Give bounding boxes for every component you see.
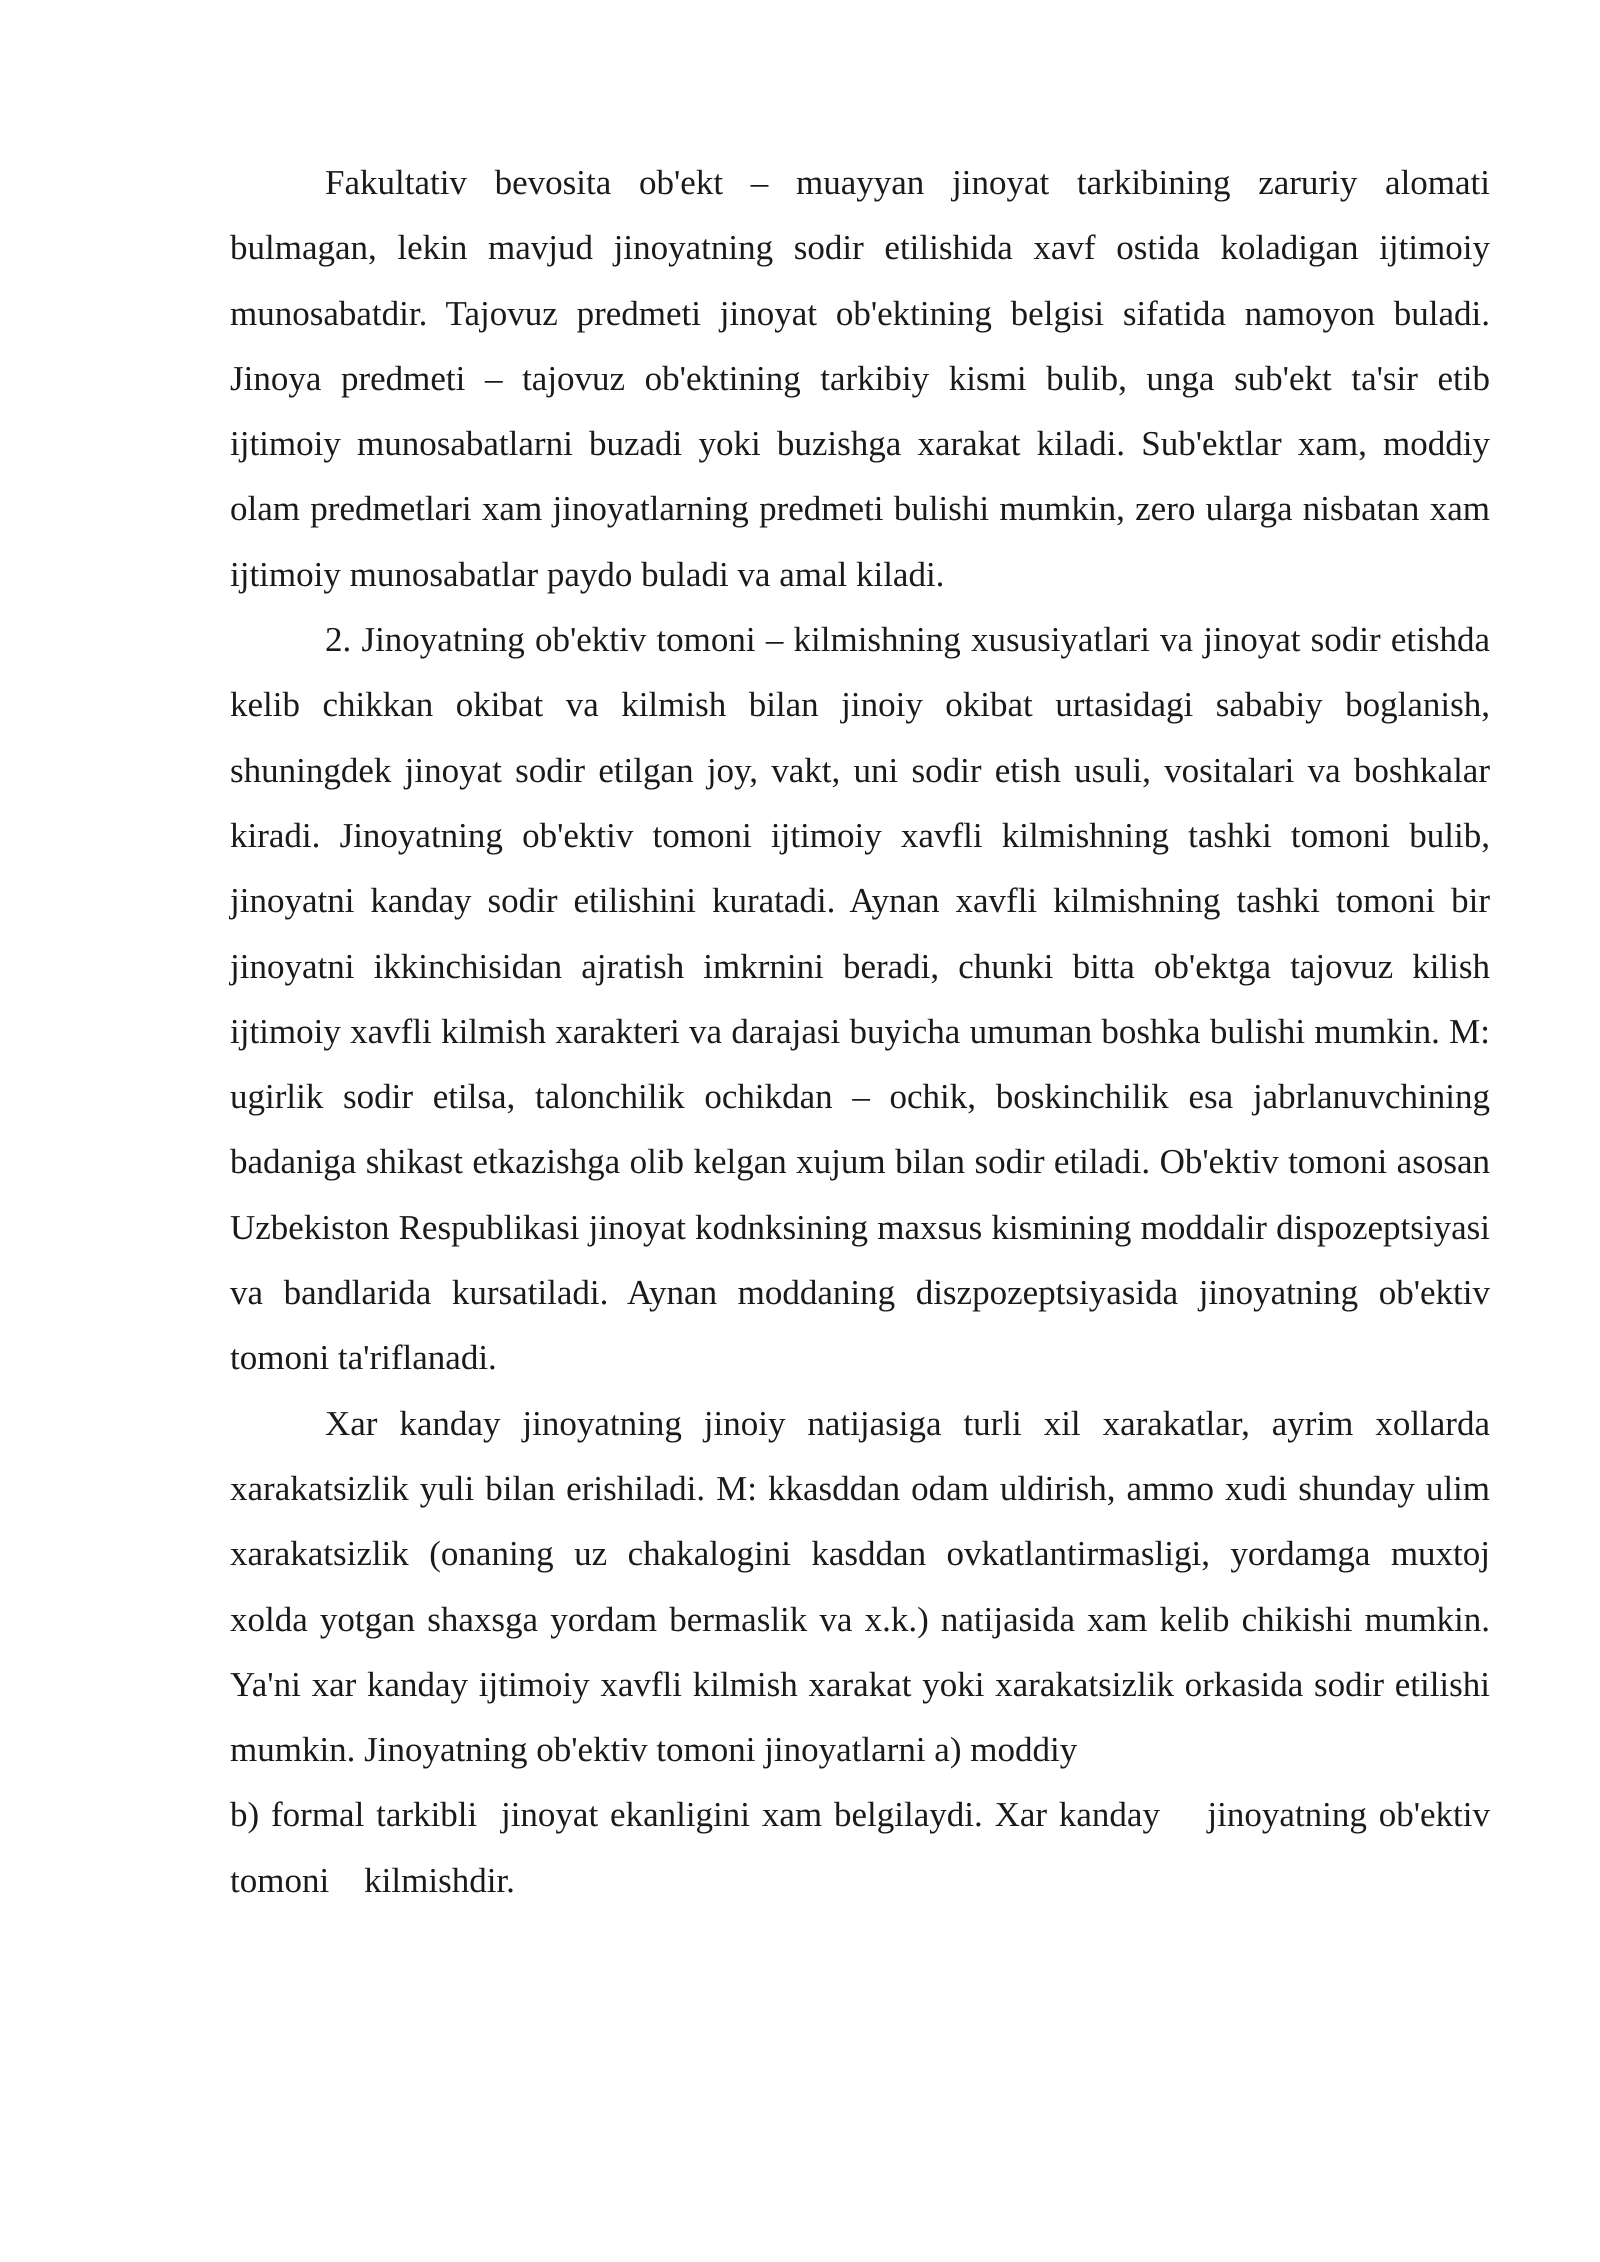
paragraph-facultative-object: Fakultativ bevosita ob'ekt – muayyan jinoyat tarkibining zaruriy alomati bulmagan, lekin mavjud jinoyatning sodir etilishida xavf ostida koladigan ijtimoiy munosabatdir. Tajovuz predmeti jinoyat ob'ektining belgisi sifatida namoyon buladi. Jinoya predmeti – tajovuz ob'ektining tarkibiy kismi bulib, unga sub'ekt ta'sir etib ijtimoiy munosabatlarni buzadi yoki buzishga xarakat kiladi. Sub'ektlar xam, moddiy olam predmetlari xam jinoyatlarning predmeti bulishi mumkin, zero ularga nisbatan xam ijtimoiy munosabatlar paydo buladi va amal kiladi. bbox=[230, 163, 1490, 594]
paragraph-formal-composition: b) formal tarkibli jinoyat ekanligini xam belgilaydi. Xar kanday jinoyatning ob'ektiv tomoni kilmishdir. bbox=[230, 1795, 1525, 1900]
paragraph-action-inaction: Xar kanday jinoyatning jinoiy natijasiga turli xil xarakatlar, ayrim xollarda xarakatsizlik yuli bilan erishiladi. M: kkasddan odam uldirish, ammo xudi shunday ulim xarakatsizlik (onaning uz chakalogini kasddan ovkatlantirmasligi, yordamga muxtoj xolda yotgan shaxsga yordam bermaslik va x.k.) natijasida xam kelib chikishi mumkin. Ya'ni xar kanday ijtimoiy xavfli kilmish xarakat yoki xarakatsizlik orkasida sodir etilishi mumkin. Jinoyatning ob'ektiv tomoni jinoyatlarni a) moddiy bbox=[230, 1403, 1490, 1770]
document-body bbox=[230, 150, 1525, 1913]
paragraph-objective-side: 2. Jinoyatning ob'ektiv tomoni – kilmishning xususiyatlari va jinoyat sodir etishda kelib chikkan okibat va kilmish bilan jinoiy okibat urtasidagi sababiy boglanish, shuningdek jinoyat sodir etilgan joy, vakt, uni sodir etish usuli, vositalari va boshkalar kiradi. Jinoyatning ob'ektiv tomoni ijtimoiy xavfli kilmishning tashki tomoni bulib, jinoyatni kanday sodir etilishini kuratadi. Aynan xavfli kilmishning tashki tomoni bir jinoyatni ikkinchisidan ajratish imkrnini beradi, chunki bitta ob'ektga tajovuz kilish ijtimoiy xavfli kilmish xarakteri va darajasi buyicha umuman boshka bulishi mumkin. M: ugirlik sodir etilsa, talonchilik ochikdan – ochik, boskinchilik esa jabrlanuvchining badaniga shikast etkazishga olib kelgan xujum bilan sodir etiladi. Ob'ektiv tomoni asosan Uzbekiston Respublikasi jinoyat kodnksining maxsus kismining moddalir dispozeptsiyasi va bandlarida kursatiladi. Aynan moddaning diszpozeptsiyasida jinoyatning ob'ektiv tomoni ta'riflanadi. bbox=[230, 620, 1490, 1378]
